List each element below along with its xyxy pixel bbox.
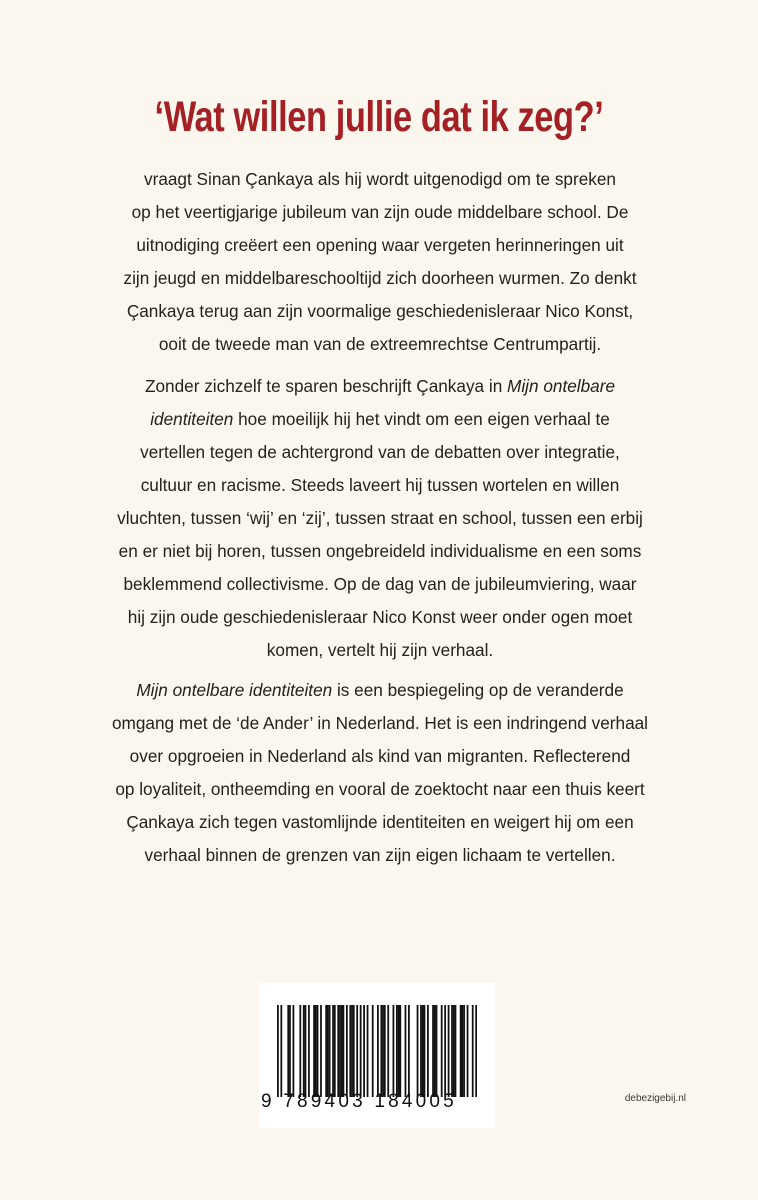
text-line: cultuur en racisme. Steeds laveert hij tussen wortelen en willen — [140, 475, 620, 495]
barcode-bar — [384, 1005, 386, 1097]
barcode-bar — [453, 1005, 455, 1097]
barcode-bar — [327, 1005, 329, 1097]
barcode-bar — [315, 1005, 317, 1097]
barcode-bar — [427, 1005, 429, 1097]
barcode-bar — [329, 1005, 331, 1097]
text-line: vertellen tegen de achtergrond van de debatten over integratie, — [140, 442, 620, 462]
publisher-url: debezigebij.nl — [624, 1093, 686, 1104]
barcode-bar — [475, 1005, 477, 1097]
barcode-bar — [293, 1005, 295, 1097]
barcode-bar — [367, 1005, 369, 1097]
text-run: is een bespiegeling op de veranderde — [332, 680, 624, 700]
barcode-bar — [420, 1005, 422, 1097]
barcode-bar — [346, 1005, 348, 1097]
barcode-bar — [463, 1005, 465, 1097]
barcode-bar — [408, 1005, 410, 1097]
barcode-bar — [460, 1005, 462, 1097]
barcode-bar — [332, 1005, 334, 1097]
barcode-bar — [432, 1005, 434, 1097]
barcode-bar — [467, 1005, 469, 1097]
barcode-bar — [313, 1005, 315, 1097]
isbn-number: 9 789403 184005 — [261, 1091, 457, 1112]
text-line: Çankaya zich tegen vastomlijnde identiteiten en weigert hij om een — [126, 812, 634, 832]
barcode-bar — [424, 1005, 426, 1097]
barcode-bar — [372, 1005, 374, 1097]
barcode-bar — [280, 1005, 282, 1097]
barcode-bar — [343, 1005, 345, 1097]
isbn-barcode — [259, 983, 495, 1128]
blurb-paragraph-1 — [78, 163, 682, 361]
barcode-bar — [448, 1005, 450, 1097]
barcode-bar — [353, 1005, 355, 1097]
text-line: komen, vertelt hij zijn verhaal. — [266, 640, 494, 660]
barcode-bar — [305, 1005, 307, 1097]
barcode-bar — [287, 1005, 289, 1097]
barcode-bar — [444, 1005, 446, 1097]
barcode-bar — [308, 1005, 310, 1097]
blurb-paragraph-2 — [78, 370, 682, 667]
text-line: omgang met de ‘de Ander’ in Nederland. Het is een indringend verhaal — [111, 713, 649, 733]
text-line: op loyaliteit, ontheemding en vooral de zoektocht naar een thuis keert — [115, 779, 645, 799]
barcode-bar — [451, 1005, 453, 1097]
barcode-bar — [436, 1005, 438, 1097]
barcode-bar — [382, 1005, 384, 1097]
barcode-bar — [377, 1005, 379, 1097]
barcode-bar — [349, 1005, 351, 1097]
barcode-bar — [387, 1005, 389, 1097]
barcode-bar — [334, 1005, 336, 1097]
text-line — [78, 403, 682, 436]
barcode-bar — [277, 1005, 279, 1097]
barcode-bar — [289, 1005, 291, 1097]
book-title-italic: Mijn ontelbare identiteiten — [136, 680, 333, 700]
text-line — [78, 370, 682, 403]
barcode-bar — [363, 1005, 365, 1097]
barcode-bar — [441, 1005, 443, 1097]
text-run: hoe moeilijk hij het vindt om een eigen verhaal te — [233, 409, 610, 429]
text-run: Zonder zichzelf te sparen beschrijft Çankaya in — [144, 376, 508, 396]
barcode-bar — [351, 1005, 353, 1097]
book-title-italic: identiteiten — [150, 409, 234, 429]
barcode-bar — [317, 1005, 319, 1097]
barcode-bar — [422, 1005, 424, 1097]
barcode-bars — [277, 1005, 477, 1097]
text-line: op het veertigjarige jubileum van zijn oude middelbare school. De — [131, 202, 629, 222]
barcode-bar — [405, 1005, 407, 1097]
text-line: vraagt Sinan Çankaya als hij wordt uitgenodigd om te spreken — [144, 169, 616, 189]
barcode-bar — [325, 1005, 327, 1097]
text-line: en er niet bij horen, tussen ongebreideld individualisme en een soms — [118, 541, 642, 561]
barcode-bar — [472, 1005, 474, 1097]
text-line: vluchten, tussen ‘wij’ en ‘zij’, tussen straat en school, tussen een erbij — [117, 508, 643, 528]
barcode-bar — [337, 1005, 339, 1097]
barcode-bar — [398, 1005, 400, 1097]
text-line: zijn jeugd en middelbareschooltijd zich doorheen wurmen. Zo denkt — [123, 268, 637, 288]
barcode-bar — [303, 1005, 305, 1097]
barcode-bar — [356, 1005, 358, 1097]
barcode-bar — [399, 1005, 401, 1097]
headline-quote: ‘Wat willen jullie dat ik zeg?’ — [154, 93, 604, 141]
barcode-bar — [434, 1005, 436, 1097]
text-line — [78, 674, 682, 707]
barcode-bar — [339, 1005, 341, 1097]
book-title-italic: Mijn ontelbare — [507, 376, 616, 396]
blurb-paragraph-3 — [78, 674, 682, 872]
barcode-bar — [461, 1005, 463, 1097]
barcode-bar — [320, 1005, 322, 1097]
text-line: beklemmend collectivisme. Op de dag van de jubileumviering, waar — [123, 574, 637, 594]
text-line: hij zijn oude geschiedenisleraar Nico Konst weer onder ogen moet — [127, 607, 633, 627]
text-line: over opgroeien in Nederland als kind van migranten. Reflecterend — [129, 746, 631, 766]
text-line: ooit de tweede man van de extreemrechtse Centrumpartij. — [158, 334, 602, 354]
text-line: verhaal binnen de grenzen van zijn eigen lichaam te vertellen. — [144, 845, 616, 865]
barcode-bar — [417, 1005, 419, 1097]
barcode-bar — [360, 1005, 362, 1097]
text-line: uitnodiging creëert een opening waar vergeten herinneringen uit — [136, 235, 624, 255]
text-line: Çankaya terug aan zijn voormalige geschiedenisleraar Nico Konst, — [126, 301, 634, 321]
barcode-bar — [393, 1005, 395, 1097]
barcode-bar — [455, 1005, 457, 1097]
barcode-bar — [396, 1005, 398, 1097]
barcode-bar — [380, 1005, 382, 1097]
barcode-bar — [341, 1005, 343, 1097]
barcode-bar — [299, 1005, 301, 1097]
